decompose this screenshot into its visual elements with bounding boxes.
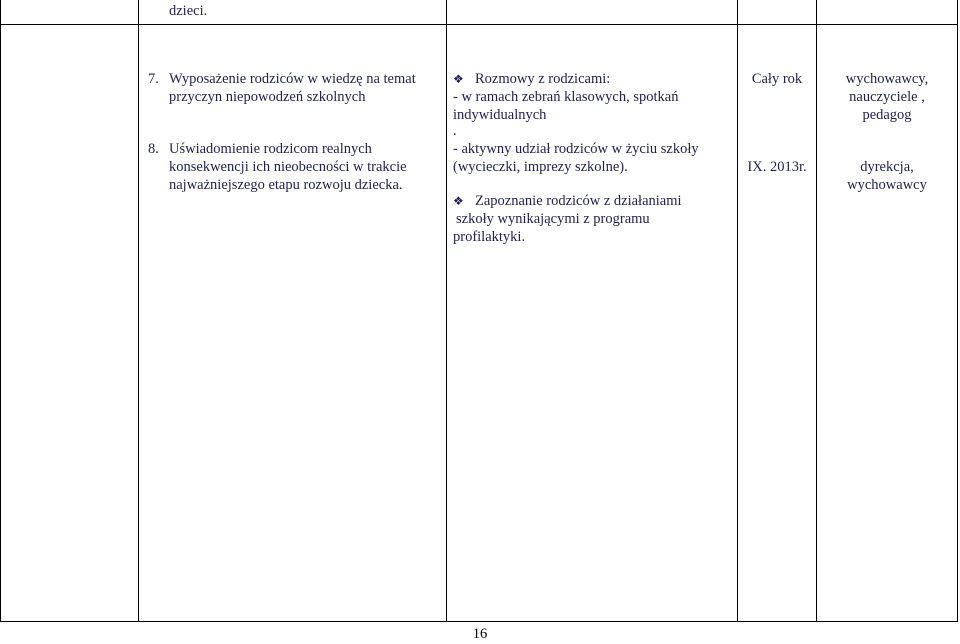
diamond-bullet-icon: ❖ — [453, 72, 464, 86]
item-8-line-1: Uświadomienie rodzicom realnych — [169, 141, 372, 157]
bullet-1-line-5: (wycieczki, imprezy szkolne). — [453, 159, 628, 175]
bullet-1-line-3: . — [453, 123, 457, 139]
term-1: Cały rok — [751, 71, 803, 87]
bullet-2-line-2: szkoły wynikającymi z programu — [456, 211, 650, 227]
table-border-left — [0, 0, 1, 622]
item-8-line-3: najważniejszego etapu rozwoju dziecka. — [169, 177, 403, 193]
item-7-number: 7. — [148, 71, 159, 87]
bullet-2-line-1: Zapoznanie rodziców z działaniami — [475, 193, 682, 209]
diamond-bullet-icon: ❖ — [453, 194, 464, 208]
table-border-right — [957, 0, 958, 622]
bullet-1-line-4: - aktywny udział rodziców w życiu szkoły — [453, 141, 699, 157]
table-border-col3 — [737, 0, 738, 622]
item-7-line-2: przyczyn niepowodzeń szkolnych — [169, 89, 366, 105]
responsible-1-line-3: pedagog — [862, 107, 912, 123]
cell-top-text: dzieci. — [169, 3, 208, 19]
item-8-number: 8. — [148, 141, 159, 157]
table-border-top — [0, 24, 958, 25]
bullet-1-title-row — [453, 70, 610, 88]
bullet-1-line-1: - w ramach zebrań klasowych, spotkań — [453, 89, 679, 105]
bullet-1-title: Rozmowy z rodzicami: — [475, 71, 611, 87]
responsible-2-line-1: dyrekcja, — [860, 159, 914, 175]
table-border-bottom — [0, 621, 958, 622]
item-7-line-1: Wyposażenie rodziców w wiedzę na temat — [169, 71, 416, 87]
responsible-1-line-2: nauczyciele , — [849, 89, 925, 105]
table-border-col1 — [138, 0, 139, 622]
page-number: 16 — [472, 626, 488, 642]
bullet-2-line-1-row — [453, 192, 682, 210]
term-2: IX. 2013r. — [747, 159, 807, 175]
item-8-line-2: konsekwencji ich nieobecności w trakcie — [169, 159, 407, 175]
responsible-1-line-1: wychowawcy, — [845, 71, 929, 87]
responsible-2-line-2: wychowawcy — [847, 177, 927, 193]
table-border-col2 — [446, 0, 447, 622]
bullet-2-line-3: profilaktyki. — [453, 229, 526, 245]
bullet-1-line-2: indywidualnych — [453, 107, 547, 123]
